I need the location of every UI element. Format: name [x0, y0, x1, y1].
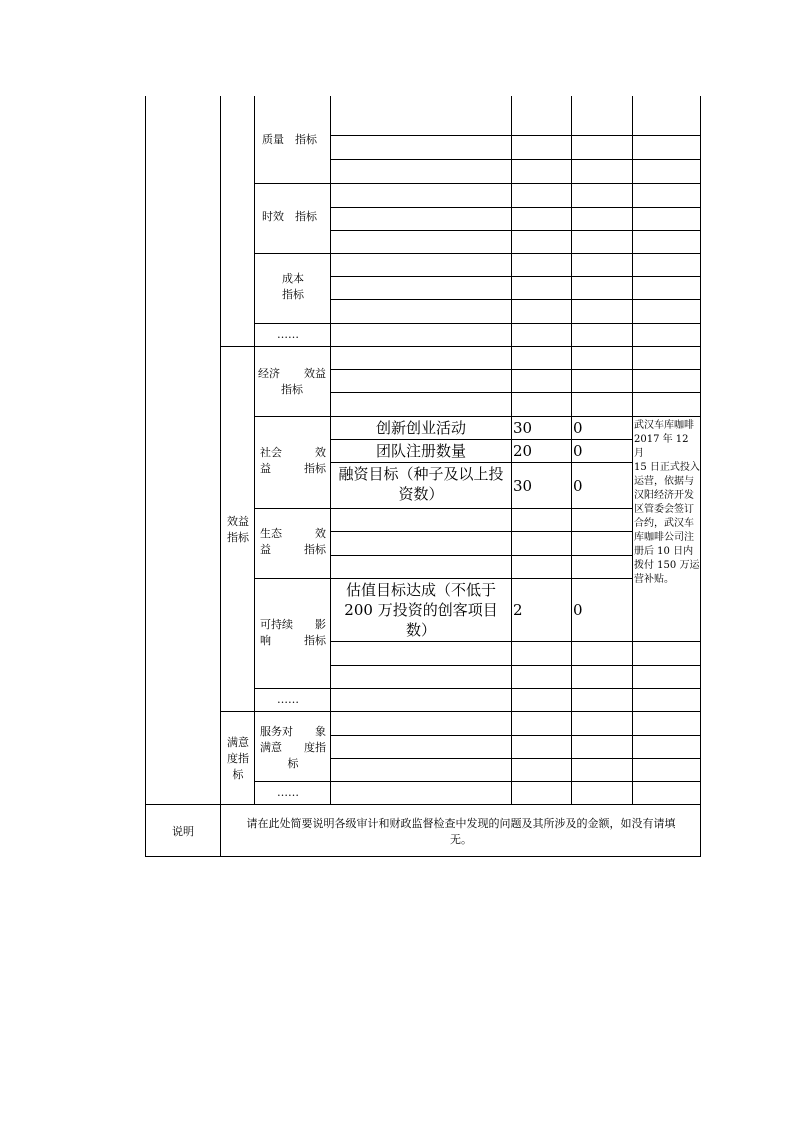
- actual-value: 0: [573, 601, 583, 619]
- section-line: [220, 346, 701, 347]
- social-benefit-label: 社会 效 益 指标: [260, 446, 326, 475]
- target-value: 2: [513, 601, 523, 619]
- satisfaction-ellipsis: ……: [277, 786, 299, 799]
- target-value: 30: [513, 419, 533, 437]
- row-line: [254, 688, 701, 689]
- table-border-left: [145, 96, 146, 857]
- explanation-text: 请在此处简要说明各级审计和财政监督检查中发现的问题及其所涉及的金额，如没有请填 无。: [246, 817, 676, 846]
- row-line: [330, 665, 701, 666]
- row-line: [330, 735, 701, 736]
- economic-benefit-label: 经济 效益 指标: [258, 367, 326, 396]
- cost-indicator-label: 成本 指标: [282, 272, 304, 301]
- row-line: [330, 392, 701, 393]
- row-line: [330, 641, 701, 642]
- row-line: [330, 369, 701, 370]
- indicator-name: 创新创业活动: [375, 419, 466, 437]
- column-divider: [632, 96, 633, 804]
- column-divider: [511, 96, 512, 804]
- row-line: [330, 276, 701, 277]
- actual-value: 0: [573, 442, 583, 460]
- row-line: [330, 207, 701, 208]
- benefit-indicator-group: 效益 指标: [227, 515, 249, 544]
- column-divider: [220, 96, 221, 857]
- row-line: [330, 439, 632, 440]
- row-line: [330, 135, 701, 136]
- row-line: [330, 462, 632, 463]
- remark-note: 武汉车库咖啡 2017 年 12 月 15 日正式投入 运营，依据与 汉阳经济开发 区管委会签订 合约，武汉车 库咖啡公司注 册后 10 日内 拨付 150 万运 营补贴。: [634, 420, 700, 585]
- table-border-bottom: [145, 856, 701, 857]
- actual-value: 0: [573, 477, 583, 495]
- sustainable-impact-label: 可持续 影 响 指标: [260, 618, 326, 647]
- row-line: [330, 758, 701, 759]
- indicator-name: 融资目标（种子及以上投 资数）: [338, 465, 504, 503]
- actual-value: 0: [573, 419, 583, 437]
- column-divider: [254, 96, 255, 804]
- explanation-label: 说明: [172, 825, 194, 838]
- row-line: [330, 555, 632, 556]
- row-line: [254, 578, 632, 579]
- row-line: [254, 781, 701, 782]
- timeliness-indicator-label: 时效 指标: [262, 210, 317, 223]
- row-line: [254, 183, 701, 184]
- row-line: [330, 159, 701, 160]
- column-divider: [571, 96, 572, 804]
- row-line: [330, 299, 701, 300]
- row-line: [330, 531, 632, 532]
- row-line: [330, 230, 701, 231]
- indicator-name: 估值目标达成（不低于 200 万投资的创客项目 数）: [344, 581, 498, 639]
- section-line: [145, 804, 701, 805]
- indicator-name: 团队注册数量: [375, 442, 466, 460]
- quality-indicator-label: 质量 指标: [262, 133, 317, 146]
- service-satisfaction-label: 服务对 象 满意 度指 标: [260, 725, 326, 770]
- ecological-benefit-label: 生态 效 益 指标: [260, 527, 326, 556]
- row-line: [254, 323, 701, 324]
- table-border-right: [700, 96, 701, 857]
- target-value: 30: [513, 477, 533, 495]
- row-line: [254, 253, 701, 254]
- row-line: [254, 508, 632, 509]
- target-value: 20: [513, 442, 533, 460]
- output-ellipsis: ……: [277, 328, 299, 341]
- satisfaction-indicator-group: 满意 度指 标: [227, 736, 249, 781]
- benefit-ellipsis: ……: [277, 693, 299, 706]
- row-line: [254, 416, 701, 417]
- section-line: [220, 711, 701, 712]
